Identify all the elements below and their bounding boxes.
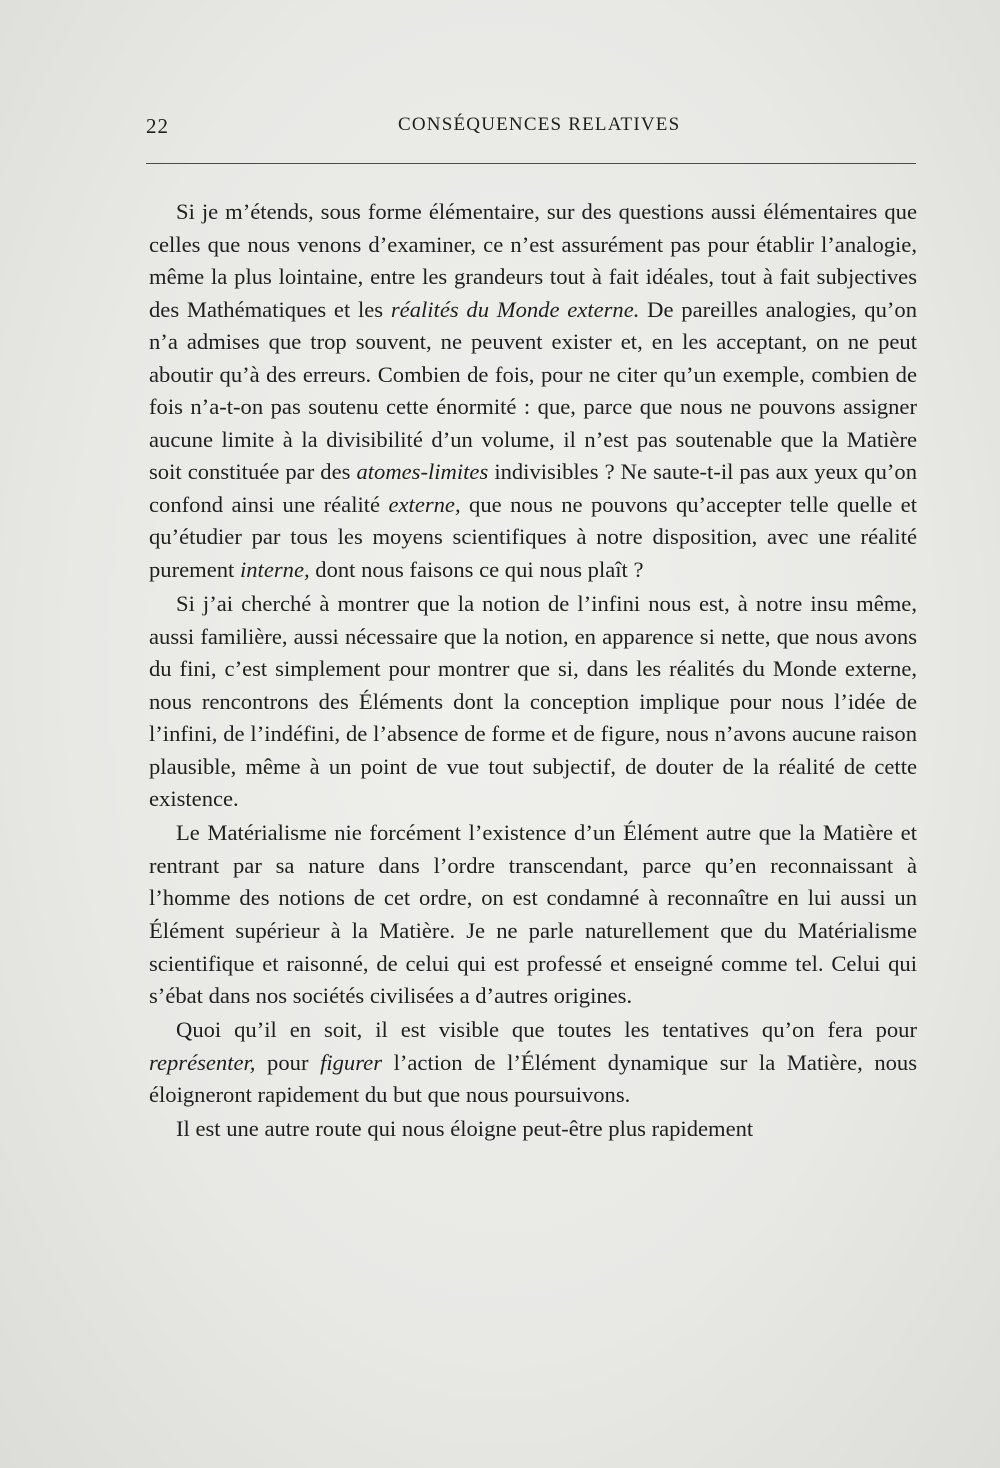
italic-phrase: atomes-limites <box>356 459 489 485</box>
paragraph-3: Le Matérialisme nie forcément l’existence d’un Élément autre que la Matière et rentrant par sa nature dans l’ordre transcendant, parce qu’en reconnaissant à l’homme des notions de cet ordre, on est condamné à reconnaître en lui aussi un Élément supérieur à la Matière. Je ne parle naturellement que du Matérialisme scientifique et raisonné, de celui qui est professé et enseigné comme tel. Celui qui s’ébat dans nos sociétés civilisées a d’autres origines. <box>149 820 917 1009</box>
paragraph-1: Si je m’étends, sous forme élémentaire, sur des questions aussi élémentaires que celles que nous venons d’examiner, ce n’est assurément pas pour établir l’analogie, même la plus lointaine, entre les grandeurs tout à fait idéales, tout à fait subjectives des Mathématiques et les réalités du Monde externe. De pareilles analogies, qu’on n’a admises que trop souvent, ne peuvent exister et, en les acceptant, on ne peut aboutir qu’à des erreurs. Combien de fois, pour ne citer qu’un exemple, combien de fois n’a-t-on pas soutenu cette énormité : que, parce que nous ne pouvons assigner aucune limite à la divisibilité d’un volume, il n’est pas soutenable que la Matière soit constituée par des atomes-limites indivisibles ? Ne saute-t-il pas aux yeux qu’on confond ainsi une réalité externe, que nous ne pouvons qu’accepter telle quelle et qu’étudier par tous les moyens scientifiques à notre disposition, avec une réalité purement interne, dont nous faisons ce qui nous plaît ? <box>149 199 918 583</box>
paragraph-4: Quoi qu’il en soit, il est visible que toutes les tentatives qu’on fera pour représenter, pour figurer l’action de l’Élément dynamique sur la Matière, nous éloigneront rapidement du but que nous poursuivons. <box>149 1017 917 1108</box>
italic-phrase: externe, <box>388 491 461 517</box>
running-title: CONSÉQUENCES RELATIVES <box>398 114 681 135</box>
italic-phrase: représenter, <box>149 1049 256 1075</box>
body-text <box>149 196 917 1147</box>
page-number: 22 <box>146 114 169 138</box>
italic-phrase: réalités du Monde externe. <box>390 296 640 322</box>
italic-phrase: interne, <box>239 557 310 583</box>
paragraph-5: Il est une autre route qui nous éloigne peut-être plus rapidement <box>176 1116 754 1142</box>
paragraph-2: Si j’ai cherché à montrer que la notion de l’infini nous est, à notre insu même, aussi familière, aussi nécessaire que la notion, en apparence si nette, que nous avons du fini, c’est simplement pour montrer que si, dans les réalités du Monde externe, nous rencontrons des Éléments dont la conception implique pour nous l’idée de l’infini, de l’indéfini, de l’absence de forme et de figure, nous n’avons aucune raison plausible, même à un point de vue tout subjectif, de douter de la réalité de cette existence. <box>149 591 917 812</box>
italic-phrase: figurer <box>320 1049 382 1075</box>
header-rule <box>146 163 916 164</box>
running-head <box>146 112 916 148</box>
